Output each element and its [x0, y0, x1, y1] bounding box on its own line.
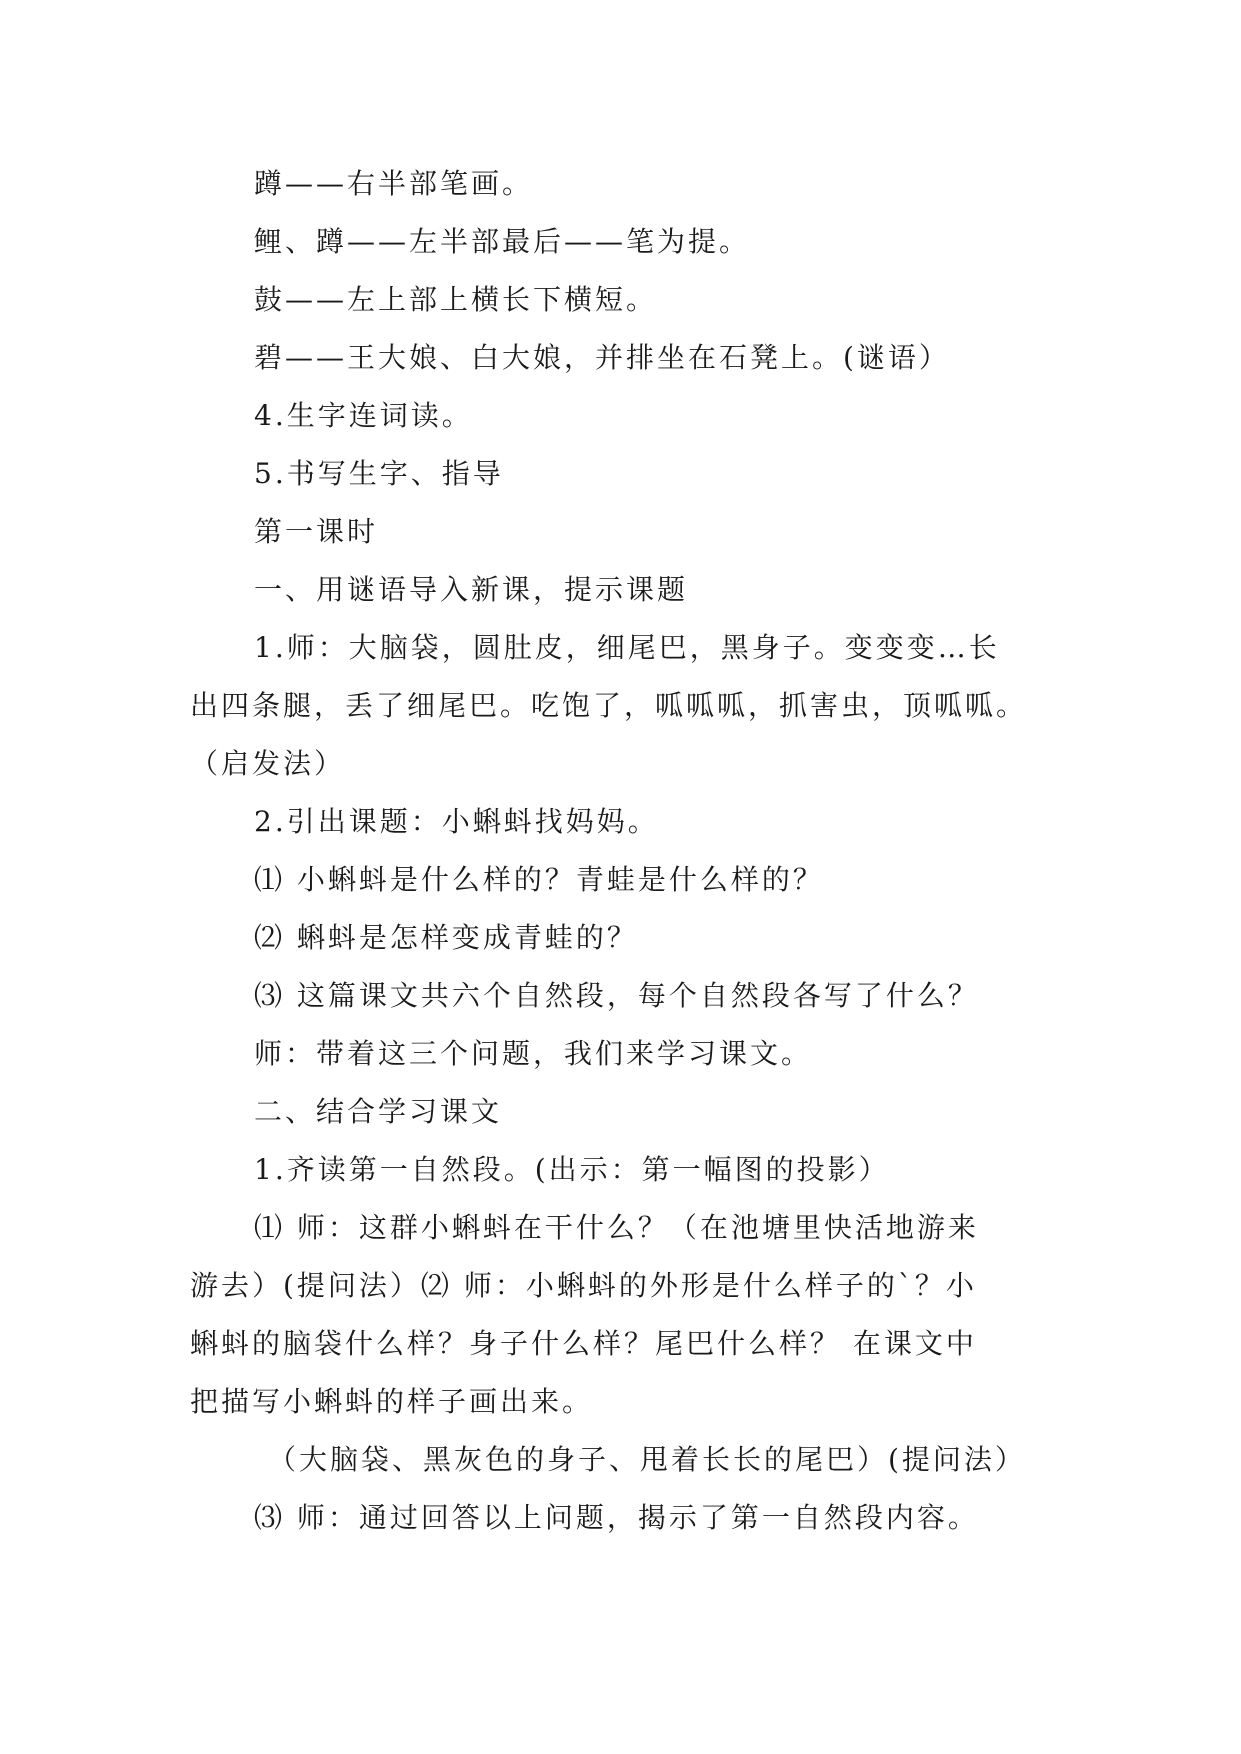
document-body — [190, 155, 1060, 1547]
text-line: 2.引出课题：小蝌蚪找妈妈。 — [254, 805, 659, 838]
text-line: 1.齐读第一自然段。(出示：第一幅图的投影） — [254, 1153, 890, 1186]
section-heading: 二、结合学习课文 — [254, 1095, 503, 1128]
text-line: （启发法） — [190, 747, 346, 780]
text-line: 4.生字连词读。 — [254, 399, 473, 432]
text-line: ⑶ 这篇课文共六个自然段，每个自然段各写了什么？ — [254, 979, 979, 1012]
text-line: 蹲——右半部笔画。 — [254, 167, 534, 200]
text-line: 游去）(提问法）⑵ 师：小蝌蚪的外形是什么样子的`？小 — [190, 1269, 977, 1302]
text-line: ⑶ 师：通过回答以上问题，揭示了第一自然段内容。 — [254, 1501, 979, 1534]
text-line: 碧——王大娘、白大娘，并排坐在石凳上。(谜语） — [254, 341, 950, 374]
text-line: 1.师：大脑袋，圆肚皮，细尾巴，黑身子。变变变…长 — [254, 631, 1000, 664]
text-line: 鲤、蹲——左半部最后——笔为提。 — [254, 225, 751, 258]
text-line: 蝌蚪的脑袋什么样？身子什么样？尾巴什么样？ 在课文中 — [190, 1327, 977, 1360]
text-line: 把描写小蝌蚪的样子画出来。 — [190, 1385, 594, 1418]
text-line: ⑴ 师：这群小蝌蚪在干什么？（在池塘里快活地游来 — [254, 1211, 979, 1244]
text-line: 鼓——左上部上横长下横短。 — [254, 283, 658, 316]
section-heading: 第一课时 — [254, 515, 379, 548]
section-heading: 一、用谜语导入新课，提示课题 — [254, 573, 689, 606]
text-line: ⑵ 蝌蚪是怎样变成青蛙的？ — [254, 921, 638, 954]
text-line: （大脑袋、黑灰色的身子、甩着长长的尾巴）(提问法） — [268, 1443, 1026, 1476]
text-line: 5.书写生字、指导 — [254, 457, 504, 490]
text-line: ⑴ 小蝌蚪是什么样的？青蛙是什么样的？ — [254, 863, 824, 896]
text-line: 师：带着这三个问题，我们来学习课文。 — [254, 1037, 813, 1070]
text-line: 出四条腿，丢了细尾巴。吃饱了，呱呱呱，抓害虫，顶呱呱。 — [190, 689, 1028, 722]
